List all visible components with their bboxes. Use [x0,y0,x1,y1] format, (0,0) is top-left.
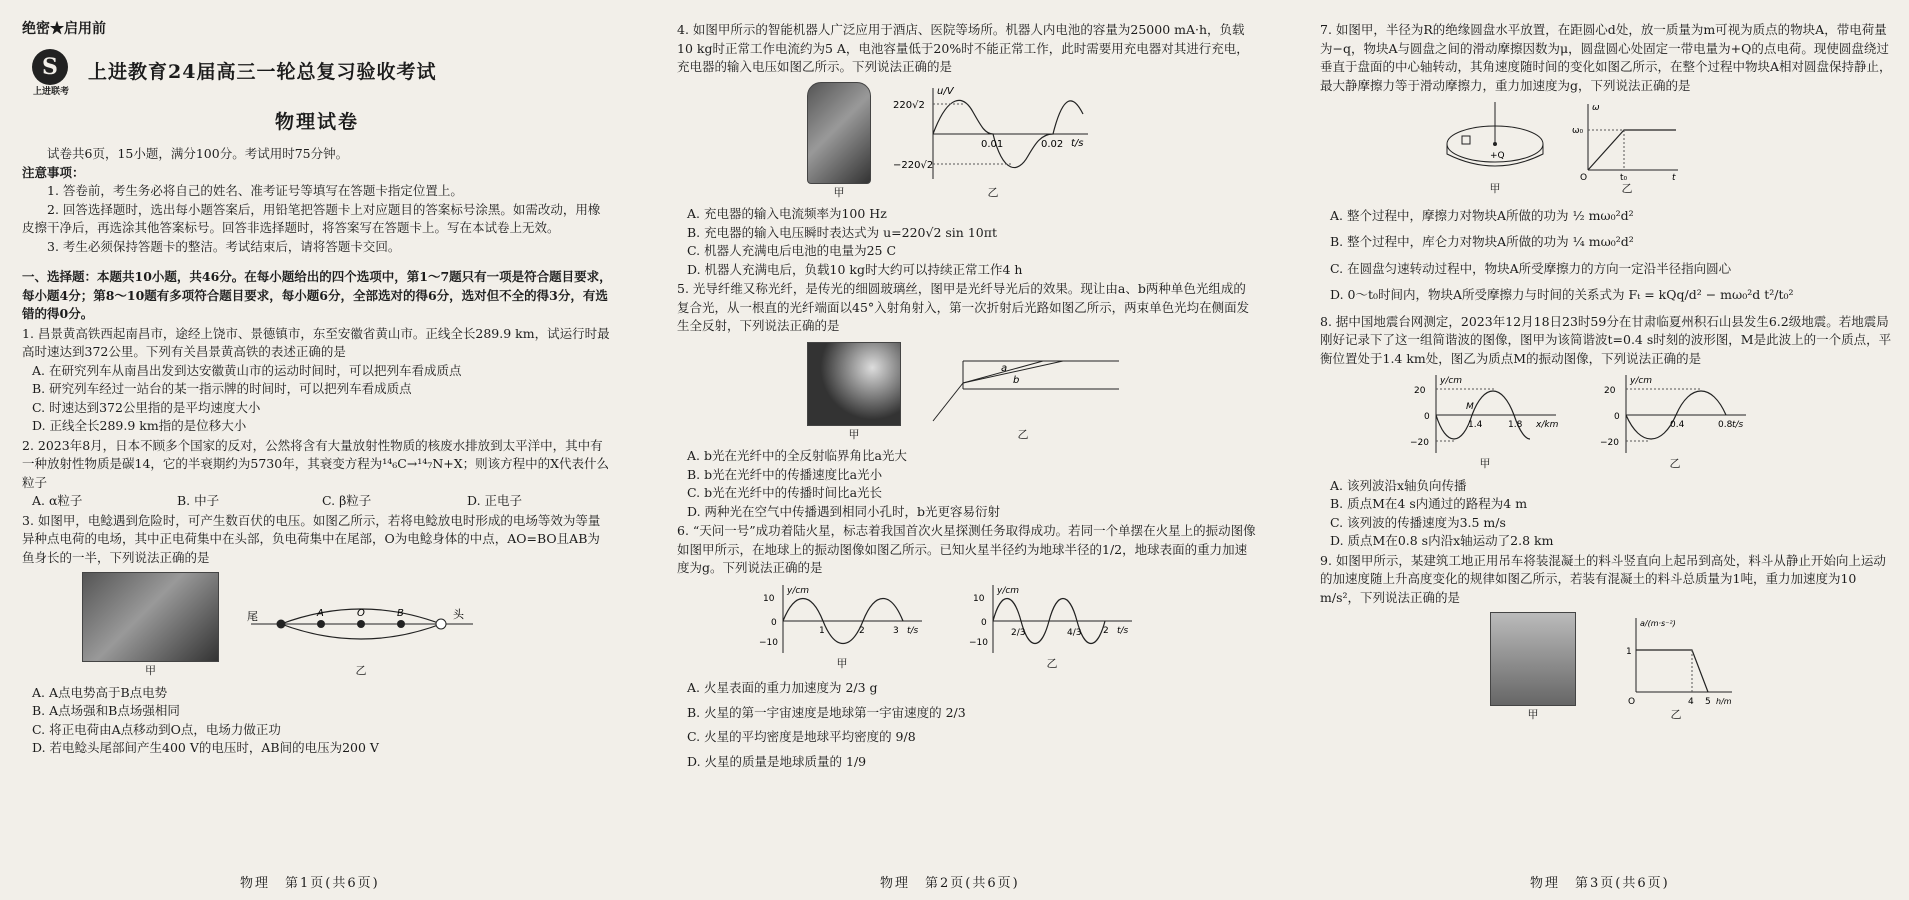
fiber-photo [807,342,901,426]
q8-option-b: B. 质点M在4 s内通过的路程为4 m [1330,496,1528,511]
q6-earth-chart [967,583,1137,655]
q9-figure-b-caption: 乙 [1670,708,1682,721]
q4-option-b: B. 充电器的输入电压瞬时表达式为 u=220√2 sin 10πt [687,224,997,240]
label-tail: 尾 [247,610,258,623]
q6a-ytick-mid: 0 [771,617,777,628]
q9-figure-a [1490,612,1576,725]
q8a-ytick-top: 20 [1414,386,1426,396]
q9-accel-chart [1616,614,1736,706]
q2-option-c: C. β粒子 [322,493,372,508]
catfish-photo [82,572,219,662]
q6-figure-b [967,583,1137,674]
q7-origin: O [1580,173,1588,180]
q6b-xtick-3: 2 [1103,625,1109,636]
q6a-xtick-1: 1 [819,625,825,636]
q9-xtick-2: 5 [1705,697,1711,706]
q6b-ytick-top: 10 [973,593,985,604]
q6a-xtick-2: 2 [859,625,865,636]
q6b-xlabel: t/s [1117,625,1129,636]
q5-option-c: C. b光在光纤中的传播时间比a光长 [687,485,883,500]
q6a-xtick-3: 3 [893,625,899,636]
q8b-xtick-2: 0.8 [1718,420,1733,430]
q8b-xlabel: t/s [1732,420,1744,430]
q2-options [22,492,612,511]
question-3-stem: 3. 如图甲，电鲶遇到危险时，可产生数百伏的电压。如图乙所示，若将电鲶放电时形成的电场等效为等量异种点电荷的电场，其中正电荷集中在头部，负电荷集中在尾部，O为电鲶身体的中点，AO=BO且AB为鱼身长的一半，下列说法正确的是 [22,512,601,565]
q3-option-a: A. A点电势高于B点电势 [32,684,168,700]
q5-figure-a-caption: 甲 [848,427,860,441]
page-3-footer: 物理 第3页(共6页) [1530,876,1670,891]
q2-option-d: D. 正电子 [467,493,523,508]
q7-option-b: B. 整个过程中，库仑力对物块A所做的功为 ¼ mω₀²d² [1330,234,1634,249]
q3-figure-b-caption: 乙 [355,664,367,677]
q5-figure-b-caption: 乙 [1017,427,1029,441]
ray-b-label: b [1013,374,1020,386]
q3-figure-a [82,572,219,681]
q8a-ytick-bot: −20 [1410,438,1429,448]
question-7-stem: 7. 如图甲，半径为R的绝缘圆盘水平放置，在距圆心d处，放一质量为m可视为质点的物块A，带电荷量为−q，物块A与圆盘之间的滑动摩擦因数为μ，圆盘圆心处固定一带电量为+Q的点电荷。现使圆盘绕过垂直于盘面的中心轴转动，其角速度随时间的变化如图乙所示，在整个过程中物块A相对圆盘保持静止，最大静摩擦力等于滑动摩擦力，重力加速度为g，下列说法正确的是 [1320,22,1892,93]
q3-option-d: D. 若电鲶头尾部间产生400 V的电压时，AB间的电压为200 V [32,740,379,755]
q6a-ylabel: y/cm [787,585,810,596]
q1-option-c: C. 时速达到372公里指的是平均速度大小 [32,399,261,415]
q8-figure-a-caption: 甲 [1479,457,1491,470]
q7-xlabel: t [1672,173,1676,180]
q4-ymax: 220√2 [893,99,925,111]
q5-figure-b [923,341,1123,445]
label-head: 头 [453,608,464,621]
catfish-field-diagram [241,592,481,662]
q9-figure-b [1616,614,1736,725]
q6b-xtick-2: 4/3 [1067,627,1082,638]
q8a-ylabel: y/cm [1440,376,1463,386]
q6-option-b: B. 火星的第一宇宙速度是地球第一宇宙速度的 2/3 [687,704,966,720]
q6a-xlabel: t/s [907,625,919,636]
q8b-ylabel: y/cm [1630,376,1653,386]
q6-option-d: D. 火星的质量是地球质量的 1/9 [687,753,867,769]
label-b: B [397,608,404,619]
q8-figure-b-caption: 乙 [1669,457,1681,470]
q2-option-a: A. α粒子 [32,493,83,508]
question-6-stem: 6. “天问一号”成功着陆火星，标志着我国首次火星探测任务取得成功。若同一个单摆在火星上的振动图像如图甲所示，在地球上的振动图像如图乙所示。已知火星半径约为地球半径的1/2，地球表面的重力加速度为g。下列说法正确的是 [677,523,1256,575]
q9-xtick-1: 4 [1688,697,1694,706]
q9-ytick: 1 [1626,647,1632,657]
q6a-ytick-bot: −10 [759,637,778,648]
logo-mark-icon: S [32,49,68,85]
q5-option-a: A. b光在光纤中的全反射临界角比a光大 [687,448,907,463]
q4-figure-a [807,82,871,203]
exam-header [22,49,612,97]
q4-figure-b-caption: 乙 [987,185,999,199]
section-1-heading: 一、选择题：本题共10小题，共46分。在每小题给出的四个选项中，第1～7题只有一项是符合题目要求，每小题4分；第8～10题有多项符合题目要求，每小题6分，全部选对的得6分，选对但不全的得3分，有选错的得0分。 [22,269,612,321]
q7-omega-chart [1572,100,1682,180]
q7-figure-a [1440,100,1550,199]
q4-ymin: −220√2 [893,159,934,171]
q8a-xlabel: x/km [1536,420,1559,430]
q9-ylabel: a/(m·s⁻²) [1640,619,1676,628]
q7-disc-diagram [1440,100,1550,180]
q6-option-c: C. 火星的平均密度是地球平均密度的 9/8 [687,729,916,744]
q8a-point-m: M [1466,402,1474,412]
q3-figures [82,572,612,681]
ray-a-label: a [1001,362,1008,374]
q7-figure-a-caption: 甲 [1489,182,1501,195]
q7-charge-label: +Q [1490,151,1505,161]
q8-figure-b [1600,373,1750,474]
q4-tick-2: 0.02 [1041,138,1064,150]
q6a-ytick-top: 10 [763,593,775,604]
q4-xlabel: t/s [1071,137,1084,149]
q1-option-a: A. 在研究列车从南昌出发到达安徽黄山市的运动时间时，可以把列车看成质点 [32,362,462,378]
q8-figures [1410,373,1895,474]
q6b-ylabel: y/cm [997,585,1020,596]
q7-option-a: A. 整个过程中，摩擦力对物块A所做的功为 ½ mω₀²d² [1330,207,1634,223]
q6-mars-chart [757,583,927,655]
q4-option-c: C. 机器人充满电后电池的电量为25 C [687,243,897,258]
q5-option-b: B. b光在光纤中的传播速度比a光小 [687,466,883,482]
page-2 [677,20,1257,875]
q5-fiber-diagram [923,341,1123,426]
q3-figure-b [241,592,481,681]
notice-item: 1. 答卷前，考生务必将自己的姓名、准考证号等填写在答题卡指定位置上。 [47,183,463,198]
q8b-ytick-top: 20 [1604,386,1616,396]
q7-figure-b [1572,100,1682,199]
q3-option-b: B. A点场强和B点场强相同 [32,703,180,718]
q4-figure-a-caption: 甲 [833,185,845,199]
q8-option-d: D. 质点M在0.8 s内沿x轴运动了2.8 km [1330,533,1554,548]
q8b-ytick-bot: −20 [1600,438,1619,448]
q4-ylabel: u/V [937,85,954,97]
logo [22,49,80,97]
exam-title: 上进教育24届高三一轮总复习验收考试 [88,61,437,84]
q6-figure-a-caption: 甲 [836,656,848,670]
q9-xlabel: h/m [1716,697,1732,706]
page-2-footer: 物理 第2页(共6页) [880,876,1020,891]
q8-option-a: A. 该列波沿x轴负向传播 [1330,477,1467,493]
q7-figures [1440,100,1895,199]
q6-figures [757,583,1257,674]
q5-option-d: D. 两种光在空气中传播遇到相同小孔时，b光更容易衍射 [687,503,1001,519]
question-2-stem: 2. 2023年8月，日本不顾多个国家的反对，公然将含有大量放射性物质的核废水排放到太平洋中，其中有一种放射性物质是碳14，它的半衰期约为5730年，其衰变方程为¹⁴₆C→¹⁴₇N+X；则该方程中的X代表什么粒子 [22,437,610,490]
q7-ylevel: ω₀ [1572,126,1584,136]
q6b-xtick-1: 2/3 [1011,627,1026,638]
question-8-stem: 8. 据中国地震台网测定，2023年12月18日23时59分在甘肃临夏州积石山县发生6.2级地震。若地震局刚好记录下了这一组简谐波的图像，图甲为该简谐波t=0.4 s时刻的波形图，M是此波上的一个质点，平衡位置处于1.4 km处，图乙为质点M的振动图像，下列说法正确的是 [1320,313,1892,366]
q3-figure-a-caption: 甲 [145,664,156,677]
q7-xtick: t₀ [1620,173,1628,180]
q9-origin: O [1628,697,1636,706]
q8-option-c: C. 该列波的传播速度为3.5 m/s [1330,514,1506,530]
question-1-stem: 1. 昌景黄高铁西起南昌市，途经上饶市、景德镇市，东至安徽省黄山市。正线全长289.9 km，试运行时最高时速达到372公里。下列有关昌景黄高铁的表述正确的是 [22,325,610,359]
q4-option-a: A. 充电器的输入电流频率为100 Hz [687,206,887,221]
logo-caption: 上进联考 [32,86,69,97]
q9-figure-a-caption: 甲 [1527,708,1539,721]
q4-option-d: D. 机器人充满电后，负载10 kg时大约可以持续正常工作4 h [687,261,1023,277]
question-5-stem: 5. 光导纤维又称光纤，是传光的细圆玻璃丝，图甲是光纤导光后的效果。现让由a、b两种单色光组成的复合光，从一根直的光纤端面以45°入射角射入，第一次折射后光路如图乙所示，两束单色光均在侧面发生全反射，下列说法正确的是 [677,281,1250,333]
q7-ylabel: ω [1592,103,1600,113]
crane-photo [1490,612,1576,706]
q1-option-d: D. 正线全长289.9 km指的是位移大小 [32,418,247,433]
subject-title: 物理试卷 [274,110,359,133]
notice-item: 3. 考生必须保持答题卡的整洁。考试结束后，请将答题卡交回。 [47,238,401,254]
robot-photo [807,82,871,184]
q7-option-c: C. 在圆盘匀速转动过程中，物块A所受摩擦力的方向一定沿半径指向圆心 [1330,260,1732,276]
q8a-xtick-2: 1.8 [1508,420,1523,430]
q4-tick-1: 0.01 [981,138,1004,150]
q6-figure-b-caption: 乙 [1046,656,1058,670]
notice-item: 2. 回答选择题时，选出每小题答案后，用铅笔把答题卡上对应题目的答案标号涂黑。如需改动，用橡皮擦干净后，再选涂其他答案标号。回答非选择题时，将答案写在答题卡上。写在本试卷上无效。 [22,201,601,235]
q7-figure-b-caption: 乙 [1621,182,1633,195]
q8a-ytick-mid: 0 [1424,412,1430,422]
question-4-stem: 4. 如图甲所示的智能机器人广泛应用于酒店、医院等场所。机器人内电池的容量为25000 mA·h，负载10 kg时正常工作电流约为5 A，电池容量低于20%时不能正常工作，此时需要用充电器对其进行充电，充电器的输入电压如图乙所示。下列说法正确的是 [677,22,1249,74]
page-3 [1320,20,1895,875]
q8b-xtick-1: 0.4 [1670,420,1685,430]
exam-info: 试卷共6页，15小题，满分100分。考试用时75分钟。 [47,146,349,161]
q8a-xtick-1: 1.4 [1468,420,1483,430]
q8b-ytick-mid: 0 [1614,412,1620,422]
q2-option-b: B. 中子 [177,493,220,508]
q1-option-b: B. 研究列车经过一站台的某一指示牌的时间时，可以把列车看成质点 [32,381,412,396]
q4-figures [807,82,1257,203]
q6-figure-a [757,583,927,674]
q6b-ytick-bot: −10 [969,637,988,648]
label-a: A [317,608,324,619]
q4-figure-b [893,84,1093,203]
notice-title: 注意事项： [22,164,85,180]
q8-wave-chart [1410,373,1560,455]
q6-option-a: A. 火星表面的重力加速度为 2/3 g [687,680,878,695]
page-1 [22,20,612,875]
q8-figure-a [1410,373,1560,474]
q8-vibration-chart [1600,373,1750,455]
q5-figures [807,341,1257,445]
question-9-stem: 9. 如图甲所示，某建筑工地正用吊车将装混凝土的料斗竖直向上起吊到高处，料斗从静止开始向上运动的加速度随上升高度变化的规律如图乙所示，若装有混凝土的料斗总质量为1吨，重力加速度为10 m/s²，下列说法正确的是 [1320,552,1886,605]
q3-option-c: C. 将正电荷由A点移动到O点，电场力做正功 [32,721,281,737]
label-o: O [357,608,365,619]
q5-figure-a [807,342,901,445]
secret-label: 绝密★启用前 [22,21,106,37]
q7-option-d: D. 0～t₀时间内，物块A所受摩擦力与时间的关系式为 Fₜ = kQq/d² − mω₀²d t²/t₀² [1330,287,1794,302]
page-1-footer: 物理 第1页(共6页) [240,876,380,891]
q6b-ytick-mid: 0 [981,617,987,628]
q4-voltage-chart [893,84,1093,184]
q9-figures [1490,612,1895,725]
